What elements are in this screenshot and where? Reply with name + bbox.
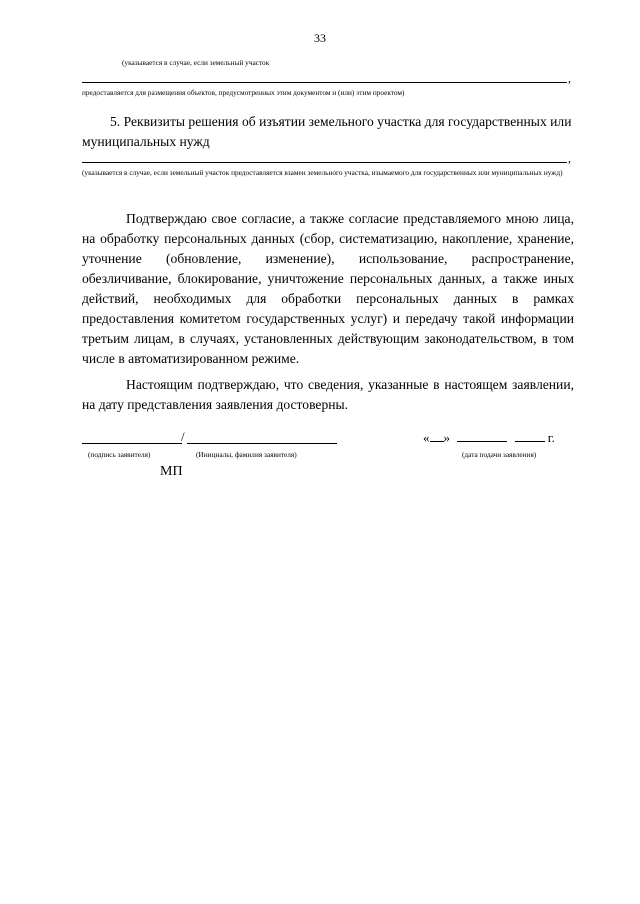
confirmation-paragraph bbox=[82, 375, 574, 415]
block1-note-top: (указывается в случае, если земельный участок bbox=[122, 58, 270, 67]
section-5-fill-line[interactable] bbox=[82, 162, 567, 163]
stamp-placeholder: МП bbox=[160, 464, 183, 479]
section-5-title: 5. Реквизиты решения об изъятии земельного участка для государственных или муниципальных нужд bbox=[82, 114, 572, 149]
date-close-quote: » bbox=[443, 430, 450, 445]
signature-separator: / bbox=[181, 429, 185, 444]
date-day-blank[interactable] bbox=[430, 429, 444, 442]
consent-text: Подтверждаю свое согласие, а также согласие представляемого мною лица, на обработку персональных данных (сбор, систематизацию, накопление, хранение, уточнение (обновление, изменение), использование, распространение, обезличивание, блокирование, уничтожение персональных данных, а также иных действий, необходимых для обработки персональных данных в рамках предоставления комитетом государственных услуг) и передачу такой информации третьим лицам, в случаях, установленных действующим законодательством, в том числе в автоматизированном режиме. bbox=[82, 211, 574, 366]
block1-comma: , bbox=[568, 71, 571, 85]
date-field bbox=[423, 429, 555, 446]
date-label: (дата подачи заявления) bbox=[462, 450, 537, 459]
consent-paragraph bbox=[82, 209, 574, 369]
section-5-comma: , bbox=[568, 151, 571, 165]
section-5-note: (указывается в случае, если земельный участок предоставляется взамен земельного участка, изымаемого для государственных или муниципальных нужд) bbox=[82, 168, 563, 177]
confirmation-text: Настоящим подтверждаю, что сведения, указанные в настоящем заявлении, на дату представления заявления достоверны. bbox=[82, 377, 574, 412]
date-month-blank[interactable] bbox=[457, 429, 507, 442]
name-label: (Инициалы, фамилия заявителя) bbox=[196, 450, 297, 459]
page-number: 33 bbox=[314, 31, 326, 45]
signature-label: (подпись заявителя) bbox=[88, 450, 151, 459]
signature-line[interactable] bbox=[82, 443, 182, 444]
block1-fill-line[interactable] bbox=[82, 82, 567, 83]
date-year-blank[interactable] bbox=[515, 429, 545, 442]
name-line[interactable] bbox=[187, 443, 337, 444]
date-open-quote: « bbox=[423, 430, 430, 445]
block1-note-bottom: предоставляется для размещения объектов, предусмотренных этим документом и (или) этим проектом) bbox=[82, 88, 405, 97]
year-suffix: г. bbox=[547, 430, 555, 445]
